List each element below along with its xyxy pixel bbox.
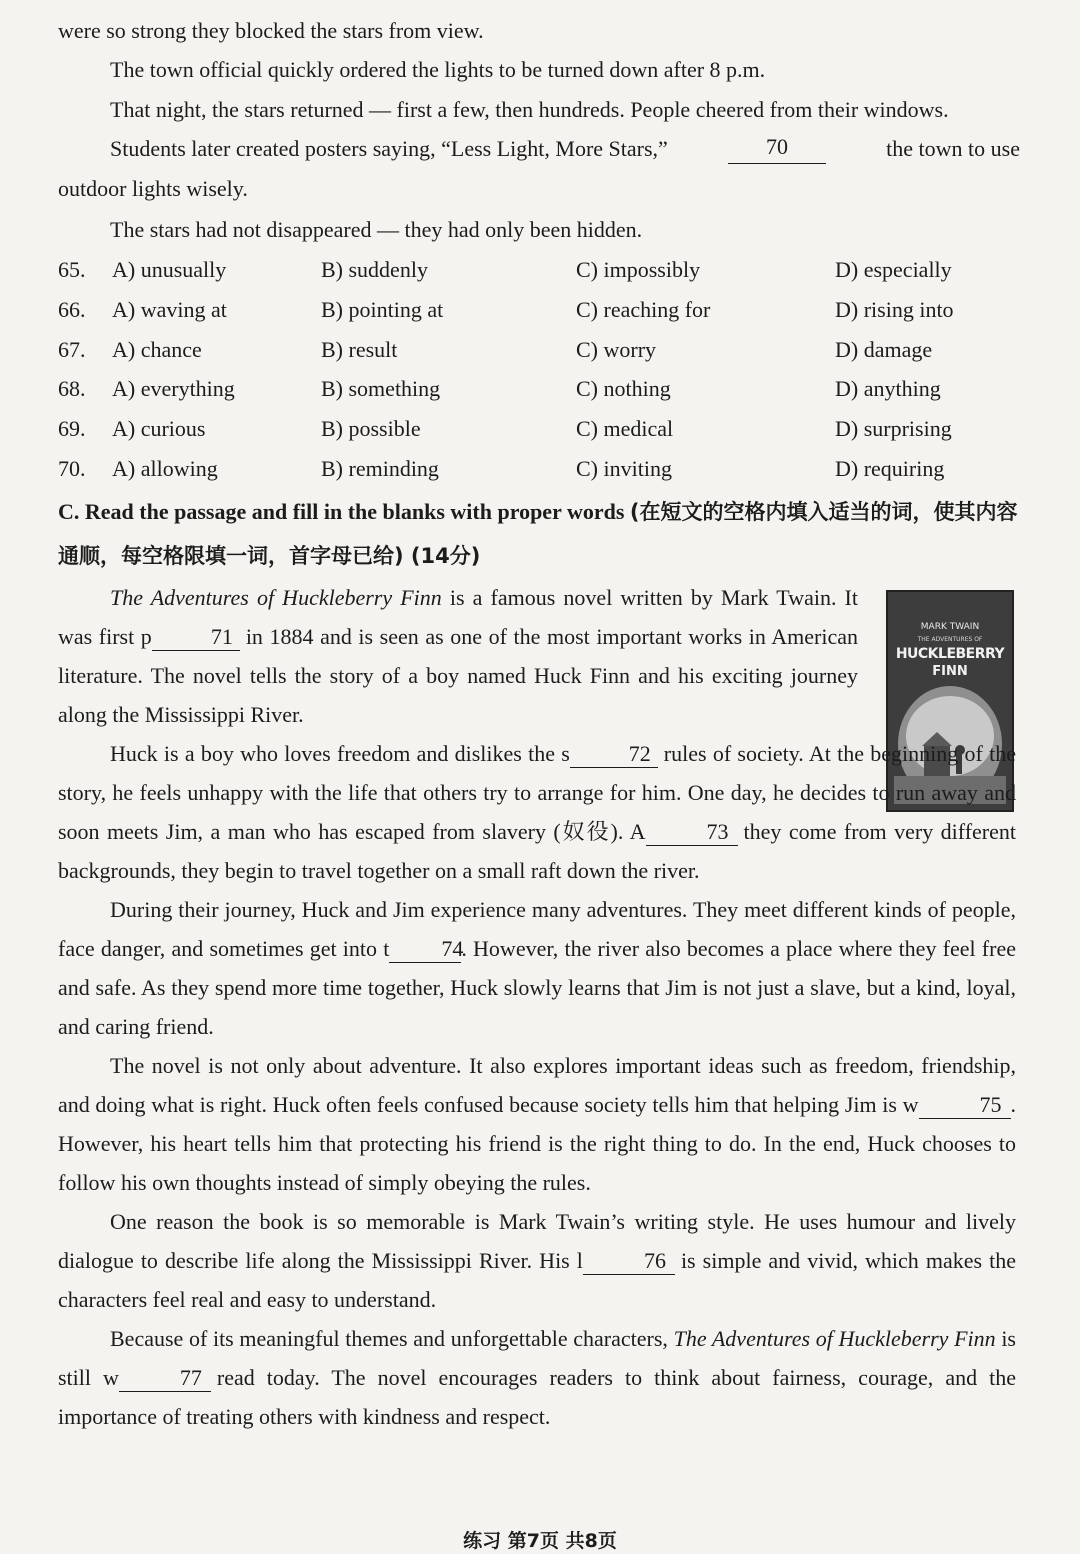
option-d[interactable]: D) requiring [835, 455, 945, 481]
section-c-passage [58, 578, 1016, 1436]
question-number: 67. [58, 336, 86, 362]
passage-line-with-blank [110, 134, 1020, 164]
question-number: 65. [58, 257, 86, 282]
option-c[interactable]: C) worry [576, 336, 657, 362]
paragraph-5 [58, 1202, 1016, 1319]
paragraph-text: One reason the book is so memorable is Mark Twain’s writing style. He uses humour and lively dialogue to describe life along the Mississippi River. His l [58, 1209, 1016, 1273]
option-a[interactable]: A) curious [112, 416, 206, 442]
paragraph-text: they come from very different backgrounds, they begin to travel together on a small raft down the river. [58, 819, 1016, 883]
book-subtitle: THE ADVENTURES OF [917, 636, 983, 643]
paragraph-4 [58, 1046, 1016, 1202]
option-a[interactable]: A) unusually [112, 257, 227, 282]
answer-blank-70[interactable]: 70 [728, 134, 826, 164]
answer-blank-75[interactable]: 75 [919, 1092, 1011, 1119]
passage-line: outdoor lights wisely. [58, 176, 248, 201]
paragraph-text: The novel is not only about adventure. It also explores important ideas such as freedom, friendship, and doing what is right. Huck often feels confused because society tells him that helping Jim is w [58, 1053, 1016, 1117]
option-d[interactable]: D) surprising [835, 416, 952, 442]
passage-line: The stars had not disappeared — they had only been hidden. [110, 217, 643, 242]
passage-line: That night, the stars returned — first a few, then hundreds. People cheered from their windows. [110, 97, 949, 122]
paragraph-1 [58, 578, 858, 734]
section-c-heading [58, 490, 1020, 578]
paragraph-text: in 1884 and is seen as one of the most important works in American literature. The novel tells the story of a boy named Huck Finn and his exciting journey along the Mississippi River. [58, 624, 858, 727]
option-b[interactable]: B) reminding [321, 455, 439, 481]
paragraph-text: read today. The novel encourages readers to think about fairness, courage, and the importance of treating others with kindness and respect. [58, 1365, 1016, 1429]
option-b[interactable]: B) possible [321, 416, 421, 442]
book-author: MARK TWAIN [920, 622, 980, 632]
option-a[interactable]: A) waving at [112, 296, 227, 322]
option-c[interactable]: C) reaching for [576, 296, 711, 322]
passage-text: the town to use [886, 136, 1020, 161]
option-c[interactable]: C) impossibly [576, 257, 701, 282]
answer-blank-71[interactable]: 71 [152, 624, 240, 651]
option-d[interactable]: D) rising into [835, 296, 954, 322]
option-b[interactable]: B) suddenly [321, 257, 428, 282]
option-a[interactable]: A) allowing [112, 455, 218, 481]
book-title-line1: HUCKLEBERRY [895, 646, 1005, 662]
paragraph-text: is a famous novel written by Mark Twain. It was first p [58, 585, 858, 649]
option-c[interactable]: C) medical [576, 416, 674, 442]
paragraph-3 [58, 890, 1016, 1046]
answer-blank-72[interactable]: 72 [570, 741, 658, 768]
paragraph-text: rules of society. At the beginning of the story, he feels unhappy with the life that others try to arrange for him. One day, he decides to run away and soon meets Jim, a man who has escaped from slavery (奴役). A [58, 741, 1016, 844]
paragraph-text: . However, his heart tells him that protecting his friend is the right thing to do. In the end, Huck chooses to follow his own thoughts instead of simply obeying the rules. [58, 1092, 1016, 1195]
option-a[interactable]: A) everything [112, 376, 235, 402]
paragraph-text: Because of its meaningful themes and unforgettable characters, [110, 1326, 668, 1351]
option-c[interactable]: C) inviting [576, 455, 672, 481]
question-number: 69. [58, 416, 86, 442]
passage-line: were so strong they blocked the stars from view. [58, 18, 484, 43]
book-title: The Adventures of Huckleberry Finn [110, 585, 442, 610]
page-footer: 练习 第7页 共8页 [463, 1530, 617, 1552]
option-d[interactable]: D) anything [835, 376, 941, 402]
option-d[interactable]: D) damage [835, 336, 933, 362]
question-number: 68. [58, 376, 86, 402]
section-c-title-en: C. Read the passage and fill in the blanks with proper words [58, 499, 625, 524]
answer-blank-76[interactable]: 76 [583, 1248, 675, 1275]
paragraph-text: During their journey, Huck and Jim experience many adventures. They meet different kinds of people, face danger, and sometimes get into t [58, 897, 1016, 961]
answer-blank-74[interactable]: 74 [389, 936, 461, 963]
answer-blank-77[interactable]: 77 [119, 1365, 211, 1392]
option-b[interactable]: B) something [321, 376, 441, 402]
paragraph-2 [58, 734, 1016, 890]
passage-text: Students later created posters saying, “Less Light, More Stars,” [110, 136, 668, 161]
option-b[interactable]: B) pointing at [321, 296, 444, 322]
option-a[interactable]: A) chance [112, 336, 202, 362]
book-title-line2: FINN [932, 664, 968, 679]
paragraph-text: . However, the river also becomes a place where they feel free and safe. As they spend more time together, Huck slowly learns that Jim is not just a slave, but a kind, loyal, and caring friend. [58, 936, 1016, 1039]
paragraph-6 [58, 1319, 1016, 1436]
option-b[interactable]: B) result [321, 336, 398, 362]
paragraph-text: is still w [58, 1326, 1016, 1390]
question-number: 66. [58, 296, 86, 322]
paragraph-text: Huck is a boy who loves freedom and dislikes the s [110, 741, 570, 766]
option-d[interactable]: D) especially [835, 257, 952, 282]
book-title: The Adventures of Huckleberry Finn [673, 1326, 996, 1351]
question-number: 70. [58, 455, 86, 481]
option-c[interactable]: C) nothing [576, 376, 671, 402]
passage-line: The town official quickly ordered the lights to be turned down after 8 p.m. [110, 57, 766, 82]
section-c-title-cn: (在短文的空格内填入适当的词，使其内容通顺，每空格限填一词，首字母已给) (14分) [58, 500, 1018, 568]
answer-blank-73[interactable]: 73 [646, 819, 738, 846]
paragraph-text: is simple and vivid, which makes the characters feel real and easy to understand. [58, 1248, 1017, 1312]
